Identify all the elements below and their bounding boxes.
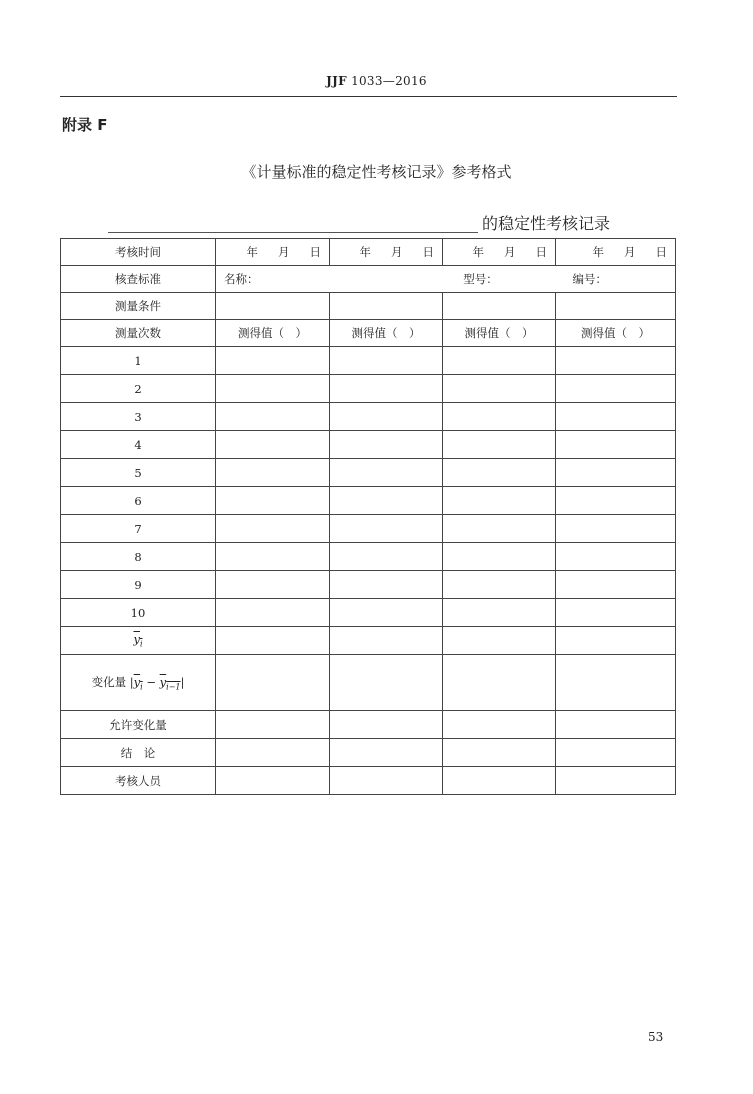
row-measurement-count (61, 320, 676, 347)
cell (216, 431, 330, 459)
field-serial: 编号： (572, 272, 607, 286)
cell (556, 515, 676, 543)
cell (556, 655, 676, 711)
date-year: 年 (359, 245, 371, 259)
table-row (61, 515, 676, 543)
cell (443, 543, 556, 571)
table-row (61, 459, 676, 487)
date-month: 月 (624, 245, 636, 259)
label-change (61, 655, 216, 711)
cell (330, 767, 443, 795)
row-conclusion (61, 739, 676, 767)
cell (443, 711, 556, 739)
measurement-number: 2 (61, 375, 216, 403)
cell (443, 515, 556, 543)
measurement-number: 3 (61, 403, 216, 431)
cell (556, 627, 676, 655)
date-day: 日 (535, 245, 547, 259)
cell (443, 431, 556, 459)
field-name: 名称： (224, 272, 259, 286)
cell (556, 459, 676, 487)
table-row (61, 375, 676, 403)
cell (330, 655, 443, 711)
measured-value-header: 测得值（ ） (443, 320, 556, 347)
cell (443, 655, 556, 711)
cell (216, 599, 330, 627)
cell (556, 599, 676, 627)
date-month: 月 (504, 245, 516, 259)
cell (443, 571, 556, 599)
cell (556, 487, 676, 515)
cell (216, 459, 330, 487)
record-name-blank (108, 232, 478, 233)
cell (216, 711, 330, 739)
label-conclusion: 结 论 (61, 739, 216, 767)
cell (330, 347, 443, 375)
running-header (0, 74, 753, 88)
date-month: 月 (391, 245, 403, 259)
cell (330, 459, 443, 487)
measurement-number: 6 (61, 487, 216, 515)
label-measurement-count: 测量次数 (61, 320, 216, 347)
header-number: 1033—2016 (351, 74, 427, 88)
cell (443, 293, 556, 320)
cell (443, 347, 556, 375)
cell (216, 487, 330, 515)
date-day: 日 (655, 245, 667, 259)
cell (216, 543, 330, 571)
date-cell-4 (556, 239, 676, 266)
check-standard-fields (216, 266, 676, 293)
table-row (61, 347, 676, 375)
cell (216, 767, 330, 795)
field-model: 型号： (463, 272, 498, 286)
mean-y: y (133, 632, 140, 647)
table-row (61, 571, 676, 599)
cell (556, 711, 676, 739)
cell (556, 767, 676, 795)
cell (443, 627, 556, 655)
table-row (61, 487, 676, 515)
row-mean (61, 627, 676, 655)
row-measurement-conditions (61, 293, 676, 320)
measured-value-header: 测得值（ ） (556, 320, 676, 347)
cell (556, 431, 676, 459)
cell (443, 459, 556, 487)
label-measurement-conditions: 测量条件 (61, 293, 216, 320)
change-label: 变化量 (91, 674, 127, 689)
date-cell-2 (330, 239, 443, 266)
cell (556, 347, 676, 375)
cell (330, 543, 443, 571)
cell (330, 627, 443, 655)
date-day: 日 (422, 245, 434, 259)
page-title: 《计量标准的稳定性考核记录》参考格式 (241, 163, 512, 181)
label-personnel: 考核人员 (61, 767, 216, 795)
date-year: 年 (246, 245, 258, 259)
cell (556, 403, 676, 431)
table-row (61, 543, 676, 571)
cell (330, 293, 443, 320)
cell (216, 655, 330, 711)
label-check-standard: 核查标准 (61, 266, 216, 293)
header-code: JJF (326, 74, 347, 88)
change-formula: $|y_i - y_{i-1}|$ (129, 674, 185, 692)
cell (330, 739, 443, 767)
date-day: 日 (309, 245, 321, 259)
cell (556, 293, 676, 320)
date-year: 年 (472, 245, 484, 259)
cell (216, 571, 330, 599)
cell (216, 627, 330, 655)
table-row (61, 599, 676, 627)
cell (330, 375, 443, 403)
record-title: 的稳定性考核记录 (482, 214, 611, 233)
header-rule (60, 96, 677, 97)
cell (556, 739, 676, 767)
row-assessment-time (61, 239, 676, 266)
measurement-number: 8 (61, 543, 216, 571)
measurement-number: 5 (61, 459, 216, 487)
measurement-number: 10 (61, 599, 216, 627)
table-row (61, 431, 676, 459)
cell (216, 739, 330, 767)
cell (556, 543, 676, 571)
table-row (61, 403, 676, 431)
cell (443, 767, 556, 795)
measurement-number: 4 (61, 431, 216, 459)
cell (330, 711, 443, 739)
cell (556, 571, 676, 599)
label-assessment-time: 考核时间 (61, 239, 216, 266)
measurement-number: 7 (61, 515, 216, 543)
date-cell-1 (216, 239, 330, 266)
row-personnel (61, 767, 676, 795)
measured-value-header: 测得值（ ） (330, 320, 443, 347)
cell (216, 347, 330, 375)
label-allowed-change: 允许变化量 (61, 711, 216, 739)
cell (443, 487, 556, 515)
stability-record-table (60, 238, 676, 795)
date-year: 年 (592, 245, 604, 259)
cell (216, 403, 330, 431)
cell (216, 515, 330, 543)
row-change (61, 655, 676, 711)
measurement-number: 9 (61, 571, 216, 599)
cell (330, 487, 443, 515)
date-month: 月 (278, 245, 290, 259)
cell (330, 515, 443, 543)
cell (443, 375, 556, 403)
appendix-label: 附录 F (62, 116, 108, 134)
cell (216, 293, 330, 320)
cell (330, 403, 443, 431)
row-check-standard (61, 266, 676, 293)
cell (330, 571, 443, 599)
cell (330, 599, 443, 627)
measurement-number: 1 (61, 347, 216, 375)
cell (443, 599, 556, 627)
row-allowed-change (61, 711, 676, 739)
cell (330, 431, 443, 459)
page-number: 53 (648, 1030, 664, 1044)
mean-symbol (61, 627, 216, 655)
mean-sub: i (139, 639, 143, 649)
cell (443, 403, 556, 431)
cell (556, 375, 676, 403)
measured-value-header: 测得值（ ） (216, 320, 330, 347)
cell (216, 375, 330, 403)
cell (443, 739, 556, 767)
date-cell-3 (443, 239, 556, 266)
